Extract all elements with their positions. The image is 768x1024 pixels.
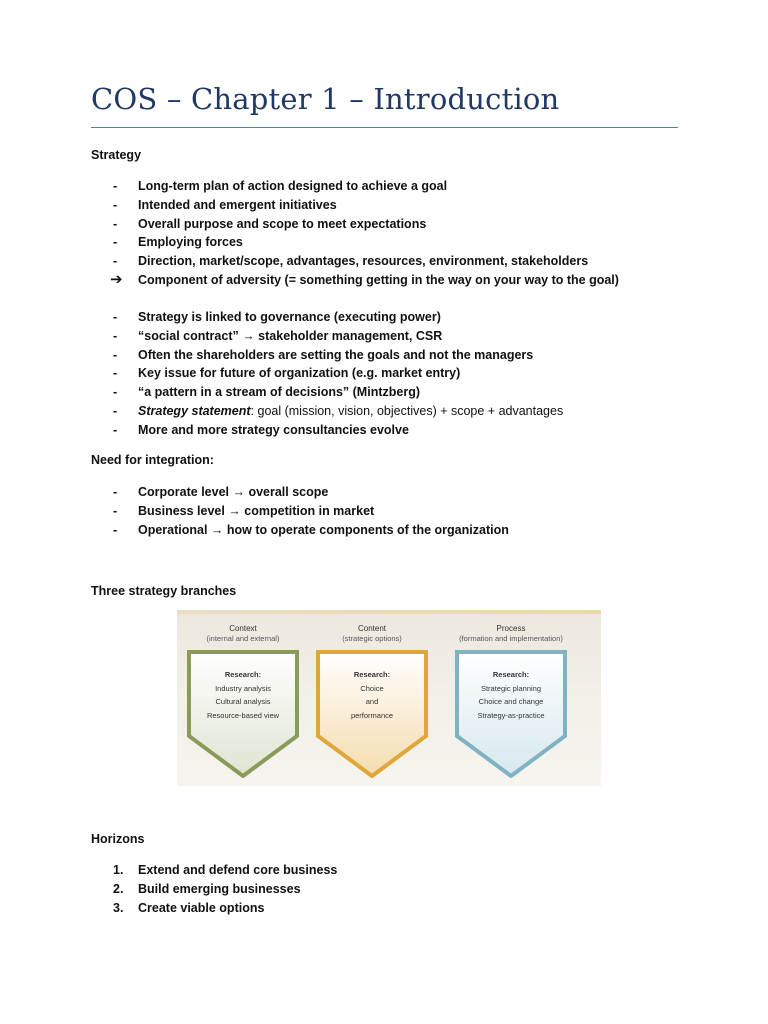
strategy-heading: Strategy (91, 148, 142, 162)
strategy-branches-diagram (177, 610, 601, 786)
branch-process: Process (formation and implementation) Research: Strategic planning Choice and change Strategy-as-practice (441, 624, 581, 778)
page-title: COS – Chapter 1 – Introduction (91, 82, 560, 116)
horizons-heading: Horizons (91, 832, 145, 846)
branch-context: Context (internal and external) Research: Industry analysis Cultural analysis Resource-based view (183, 624, 303, 778)
integration-heading: Need for integration: (91, 453, 214, 467)
branches-heading: Three strategy branches (91, 584, 237, 598)
right-arrow-icon: ➔ (110, 270, 123, 288)
title-underline (91, 127, 678, 128)
branch-content: Content (strategic options) Research: Choice and performance (312, 624, 432, 778)
strategy-statement-label: Strategy statement (138, 403, 251, 418)
